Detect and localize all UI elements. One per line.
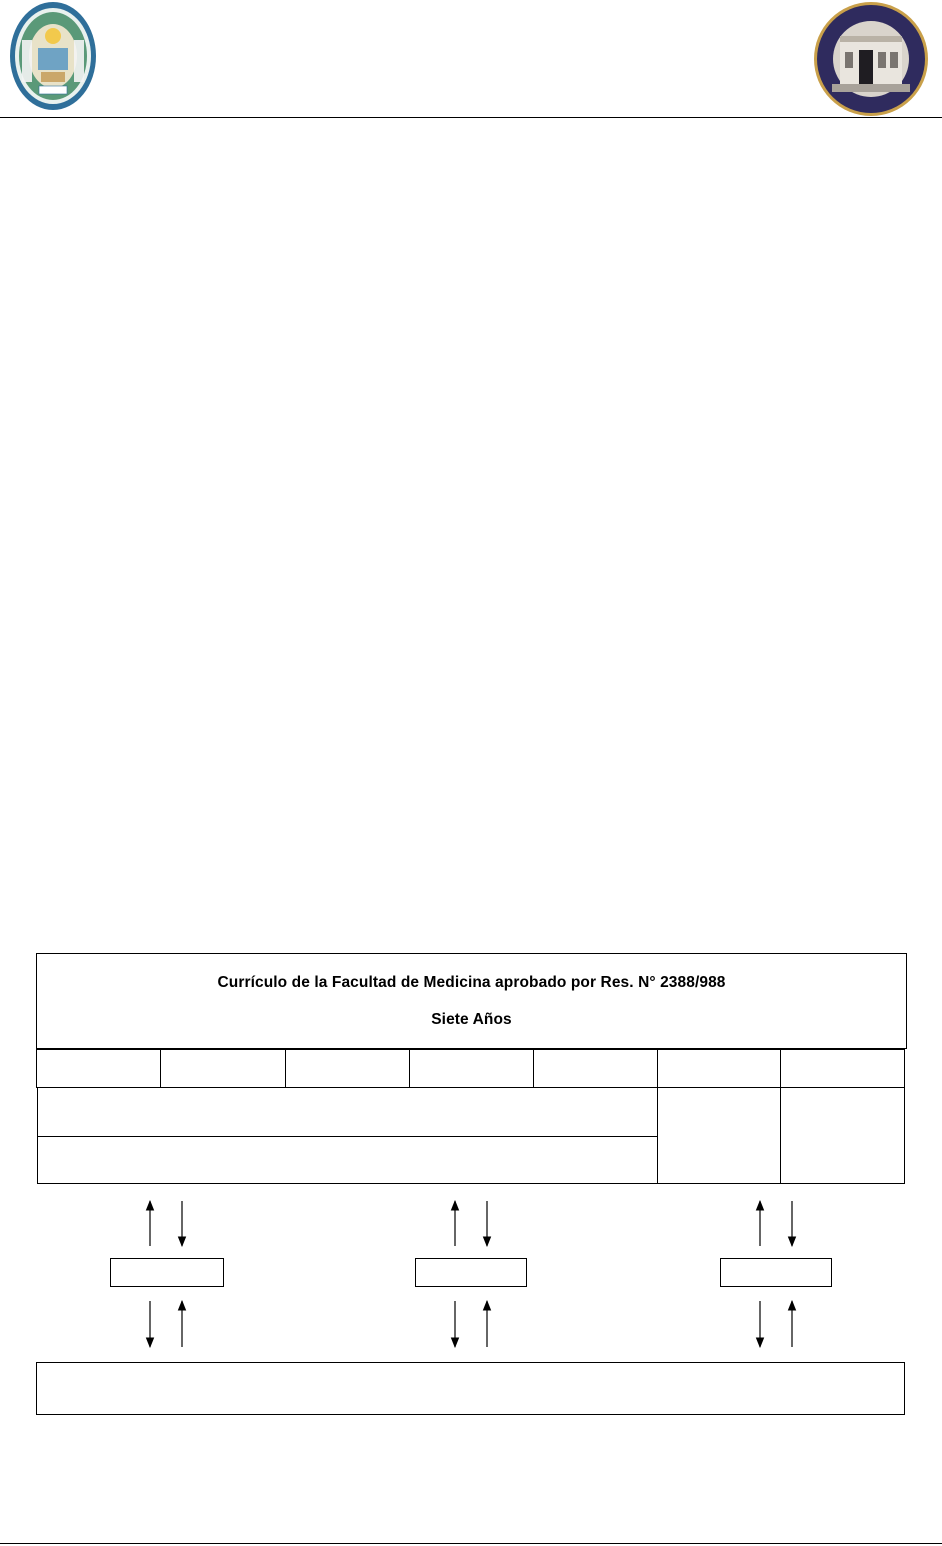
footer-rule — [0, 1543, 942, 1544]
diagram-title: Currículo de la Facultad de Medicina aprobado por Res. N° 2388/988 — [217, 974, 726, 991]
diagram-subtitle: Siete Años — [431, 1011, 512, 1028]
